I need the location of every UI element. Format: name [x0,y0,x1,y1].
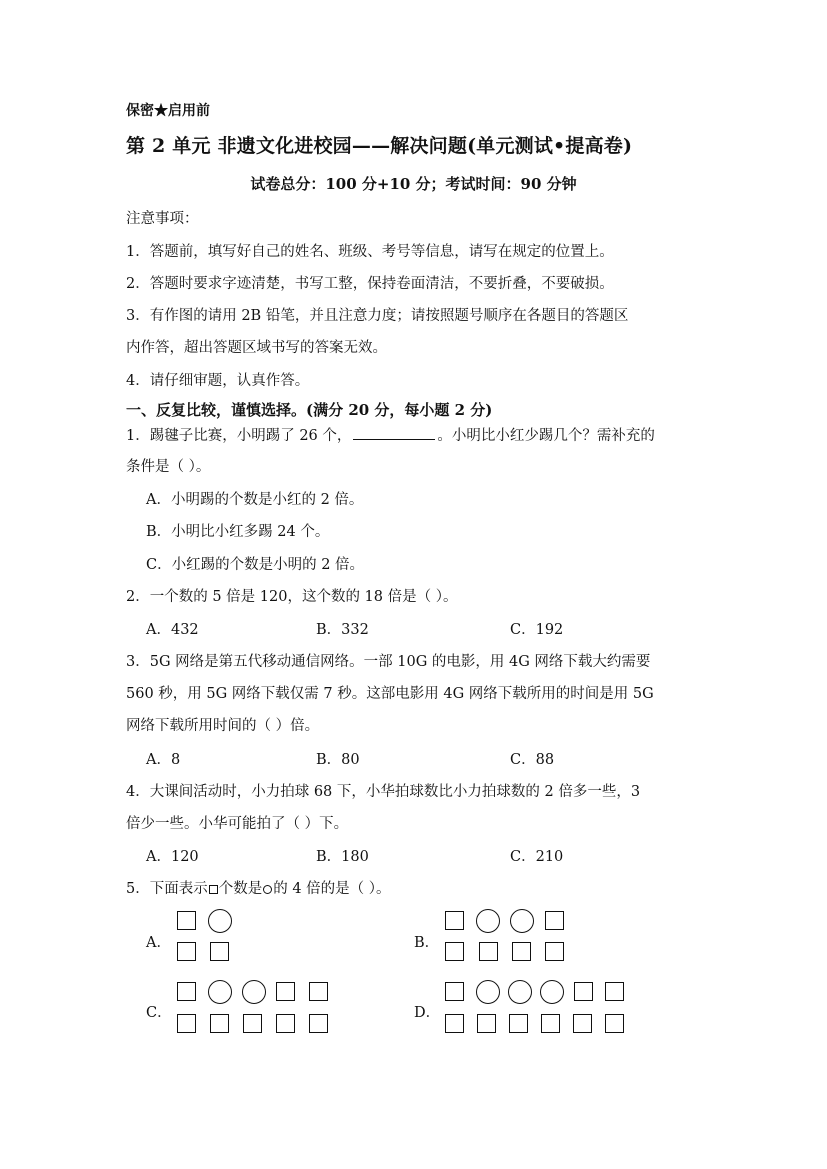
question-1-stem [126,424,655,445]
square-shape [243,1014,262,1033]
square-shape [477,1014,496,1033]
circle-shape [242,980,266,1004]
square-shape [445,942,464,961]
square-shape [573,1014,592,1033]
circle-shape [540,980,564,1004]
question-2-stem: 2．一个数的 5 倍是 120，这个数的 18 倍是（ ）。 [126,589,458,605]
square-shape [574,982,593,1001]
question-3-line-3: 网络下载所用时间的（ ）倍。 [126,718,320,734]
square-shape [210,1014,229,1033]
question-1-text-a: 1．踢毽子比赛，小明踢了 26 个， [126,428,352,444]
circle-shape [476,909,500,933]
question-5-option-b[interactable]: B． [414,935,440,951]
question-1-option-b[interactable]: B．小明比小红多踢 24 个。 [146,524,330,540]
circle-icon [263,885,272,894]
question-3-line-1: 3．5G 网络是第五代移动通信网络。一部 10G 的电影，用 4G 网络下载大约需要 [126,654,651,670]
question-3-option-b[interactable]: B．80 [316,752,360,768]
exam-title: 第 2 单元 非遗文化进校园——解决问题(单元测试•提高卷) [126,135,633,157]
note-3-line-1: 3．有作图的请用 2B 铅笔，并且注意力度；请按照题号顺序在各题目的答题区 [126,308,629,324]
question-4-option-c[interactable]: C．210 [510,849,564,865]
question-1-option-a[interactable]: A．小明踢的个数是小红的 2 倍。 [146,492,364,508]
circle-shape [208,909,232,933]
question-2-option-b[interactable]: B．332 [316,622,369,638]
square-shape [509,1014,528,1033]
note-3-line-2: 内作答，超出答题区域书写的答案无效。 [126,340,387,356]
square-shape [177,942,196,961]
question-3-line-2: 560 秒，用 5G 网络下载仅需 7 秒。这部电影用 4G 网络下载所用的时间是用 5G [126,686,654,702]
square-shape [545,911,564,930]
square-icon [209,885,218,894]
square-shape [177,982,196,1001]
note-1: 1．答题前，填写好自己的姓名、班级、考号等信息，请写在规定的位置上。 [126,244,614,260]
question-5-text-c: 的 4 倍的是（ ）。 [273,881,391,897]
question-4-option-b[interactable]: B．180 [316,849,369,865]
square-shape [605,1014,624,1033]
square-shape [276,1014,295,1033]
question-5-stem [126,877,391,898]
answer-blank[interactable] [353,425,435,440]
question-2-option-a[interactable]: A．432 [146,622,199,638]
square-shape [309,1014,328,1033]
circle-shape [510,909,534,933]
square-shape [177,911,196,930]
square-shape [541,1014,560,1033]
question-1-stem-line-2: 条件是（ ）。 [126,459,211,475]
question-4-line-2: 倍少一些。小华可能拍了（ ）下。 [126,816,349,832]
question-5-text-b: 个数是 [218,881,263,897]
note-4: 4．请仔细审题，认真作答。 [126,373,310,389]
square-shape [177,1014,196,1033]
square-shape [479,942,498,961]
question-1-text-b: 。小明比小红少踢几个？需补充的 [437,428,655,444]
notes-heading: 注意事项： [126,211,199,227]
circle-shape [208,980,232,1004]
confidential-label: 保密★启用前 [126,103,210,119]
square-shape [309,982,328,1001]
question-3-option-c[interactable]: C．88 [510,752,555,768]
question-5-text-a: 5．下面表示 [126,881,208,897]
question-2-option-c[interactable]: C．192 [510,622,564,638]
circle-shape [476,980,500,1004]
note-2: 2．答题时要求字迹清楚，书写工整，保持卷面清洁，不要折叠，不要破损。 [126,276,614,292]
circle-shape [508,980,532,1004]
square-shape [276,982,295,1001]
square-shape [445,911,464,930]
square-shape [545,942,564,961]
question-1-option-c[interactable]: C．小红踢的个数是小明的 2 倍。 [146,557,365,573]
question-4-line-1: 4．大课间活动时，小力拍球 68 下，小华拍球数比小力拍球数的 2 倍多一些，3 [126,784,641,800]
square-shape [445,982,464,1001]
square-shape [512,942,531,961]
question-5-option-c[interactable]: C． [146,1005,172,1021]
square-shape [605,982,624,1001]
question-5-option-a[interactable]: A． [146,935,171,951]
question-4-option-a[interactable]: A．120 [146,849,199,865]
exam-subtitle: 试卷总分：100 分+10 分；考试时间：90 分钟 [250,175,577,193]
square-shape [445,1014,464,1033]
square-shape [210,942,229,961]
question-3-option-a[interactable]: A．8 [146,752,181,768]
question-5-option-d[interactable]: D． [414,1005,441,1021]
section-1-heading: 一、反复比较，谨慎选择。(满分 20 分，每小题 2 分) [126,401,493,419]
